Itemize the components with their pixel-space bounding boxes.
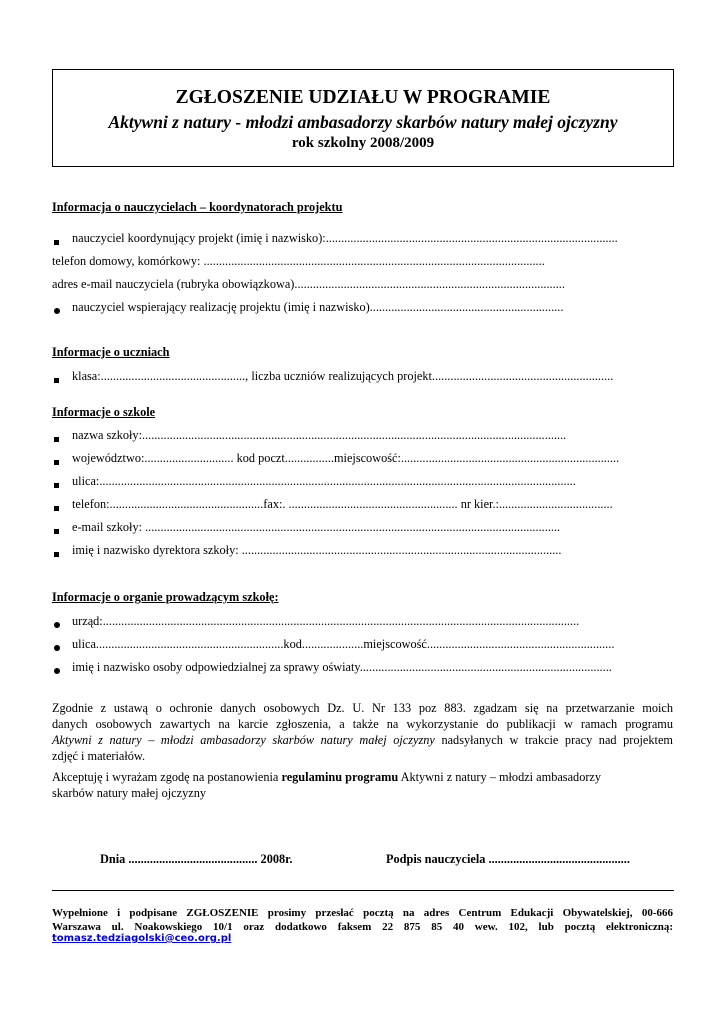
- square-bullet-icon: [54, 548, 59, 560]
- footer-note: [52, 906, 673, 934]
- regulations-suffix: Aktywni z natury – młodzi ambasadorzy: [398, 770, 602, 784]
- regulations-paragraph: [52, 769, 673, 801]
- square-bullet-icon: [54, 456, 59, 468]
- regulations-prefix: Akceptuję i wyrażam zgodę na postanowienia: [52, 770, 282, 784]
- square-bullet-icon: [54, 479, 59, 491]
- director-field[interactable]: imię i nazwisko dyrektora szkoły: ........................................................................................................: [72, 543, 562, 557]
- consent-line: Zgodnie z ustawą o ochronie danych osobowych Dz. U. Nr 133 poz 883. zgadzam się na przetwarzanie moich: [52, 701, 673, 715]
- round-bullet-icon: [54, 619, 60, 631]
- consent-line: [52, 732, 673, 748]
- square-bullet-icon: [54, 525, 59, 537]
- date-field[interactable]: Dnia .......................................... 2008r.: [100, 852, 293, 866]
- supporting-teacher-field[interactable]: nauczyciel wspierający realizację projektu (imię i nazwisko)...............................................................: [72, 300, 564, 314]
- school-year: rok szkolny 2008/2009: [291, 135, 435, 151]
- program-subtitle: Aktywni z natury - młodzi ambasadorzy skarbów natury małej ojczyzny: [108, 112, 618, 132]
- coordinator-field[interactable]: nauczyciel koordynujący projekt (imię i nazwisko):...............................................................................................: [72, 231, 618, 245]
- class-students-field[interactable]: klasa:..............................................., liczba uczniów realizujących projekt...........................................................: [72, 369, 614, 383]
- school-location-field[interactable]: województwo:............................. kod poczt................miejscowość:.......................................................................: [72, 451, 620, 465]
- consent-line: zdjęć i materiałów.: [52, 749, 146, 763]
- students-heading: Informacje o uczniach: [52, 345, 170, 359]
- round-bullet-icon: [54, 642, 60, 654]
- round-bullet-icon: [54, 665, 60, 677]
- school-street-field[interactable]: ulica:...........................................................................................................................................................: [72, 474, 576, 488]
- authority-person-field[interactable]: imię i nazwisko osoby odpowiedzialnej za sprawy oświaty..................................................................................: [72, 660, 612, 674]
- school-name-field[interactable]: nazwa szkoły:..........................................................................................................................................: [72, 428, 567, 442]
- footer-line: Wypełnione i podpisane ZGŁOSZENIE prosimy przesłać pocztą na adres Centrum Edukacji Obywatelskiej, 00-666: [52, 907, 673, 919]
- school-heading: Informacje o szkole: [52, 405, 156, 419]
- round-bullet-icon: [54, 305, 60, 317]
- regulations-link-text: regulaminu programu: [281, 770, 399, 784]
- square-bullet-icon: [54, 433, 59, 445]
- consent-paragraph: [52, 700, 673, 764]
- consent-line: danych osobowych zawartych na karcie zgłoszenia, a także na wykorzystanie do publikacji w ramach programu: [52, 717, 673, 731]
- teacher-signature-field[interactable]: Podpis nauczyciela ..............................................: [386, 852, 630, 866]
- contact-email-link[interactable]: tomasz.tedziagolski@ceo.org.pl: [52, 933, 232, 944]
- school-email-field[interactable]: e-mail szkoły: .......................................................................................................................................: [72, 520, 561, 534]
- footer-line: Warszawa ul. Noakowskiego 10/1 oraz dodatkowo faksem 22 875 85 40 wew. 102, lub pocztą elektroniczną:: [52, 921, 673, 933]
- square-bullet-icon: [54, 236, 59, 248]
- teacher-email-field[interactable]: adres e-mail nauczyciela (rubryka obowiązkowa)........................................................................................: [52, 277, 565, 291]
- title-box: [52, 69, 674, 167]
- program-name: Aktywni z natury – młodzi ambasadorzy skarbów natury małej ojczyzny: [52, 733, 435, 747]
- square-bullet-icon: [54, 374, 59, 386]
- regulations-line: [52, 769, 673, 785]
- teacher-phone-field[interactable]: telefon domowy, komórkowy: ...............................................................................................................: [52, 254, 545, 268]
- school-phone-field[interactable]: telefon:..................................................fax:. ....................................................... nr kier.:.....................................: [72, 497, 613, 511]
- authority-street-field[interactable]: ulica.............................................................kod....................miejscowość.............................................................: [72, 637, 615, 651]
- regulations-line: skarbów natury małej ojczyzny: [52, 786, 206, 800]
- divider: [52, 890, 674, 891]
- square-bullet-icon: [54, 502, 59, 514]
- consent-line-rest: nadsyłanych w trakcie pracy nad projektem: [434, 733, 673, 747]
- authority-heading: Informacje o organie prowadzącym szkołę:: [52, 590, 279, 604]
- form-title: ZGŁOSZENIE UDZIAŁU W PROGRAMIE: [175, 87, 551, 108]
- authority-office-field[interactable]: urząd:...........................................................................................................................................................: [72, 614, 580, 628]
- teachers-heading: Informacja o nauczycielach – koordynatorach projektu: [52, 200, 343, 214]
